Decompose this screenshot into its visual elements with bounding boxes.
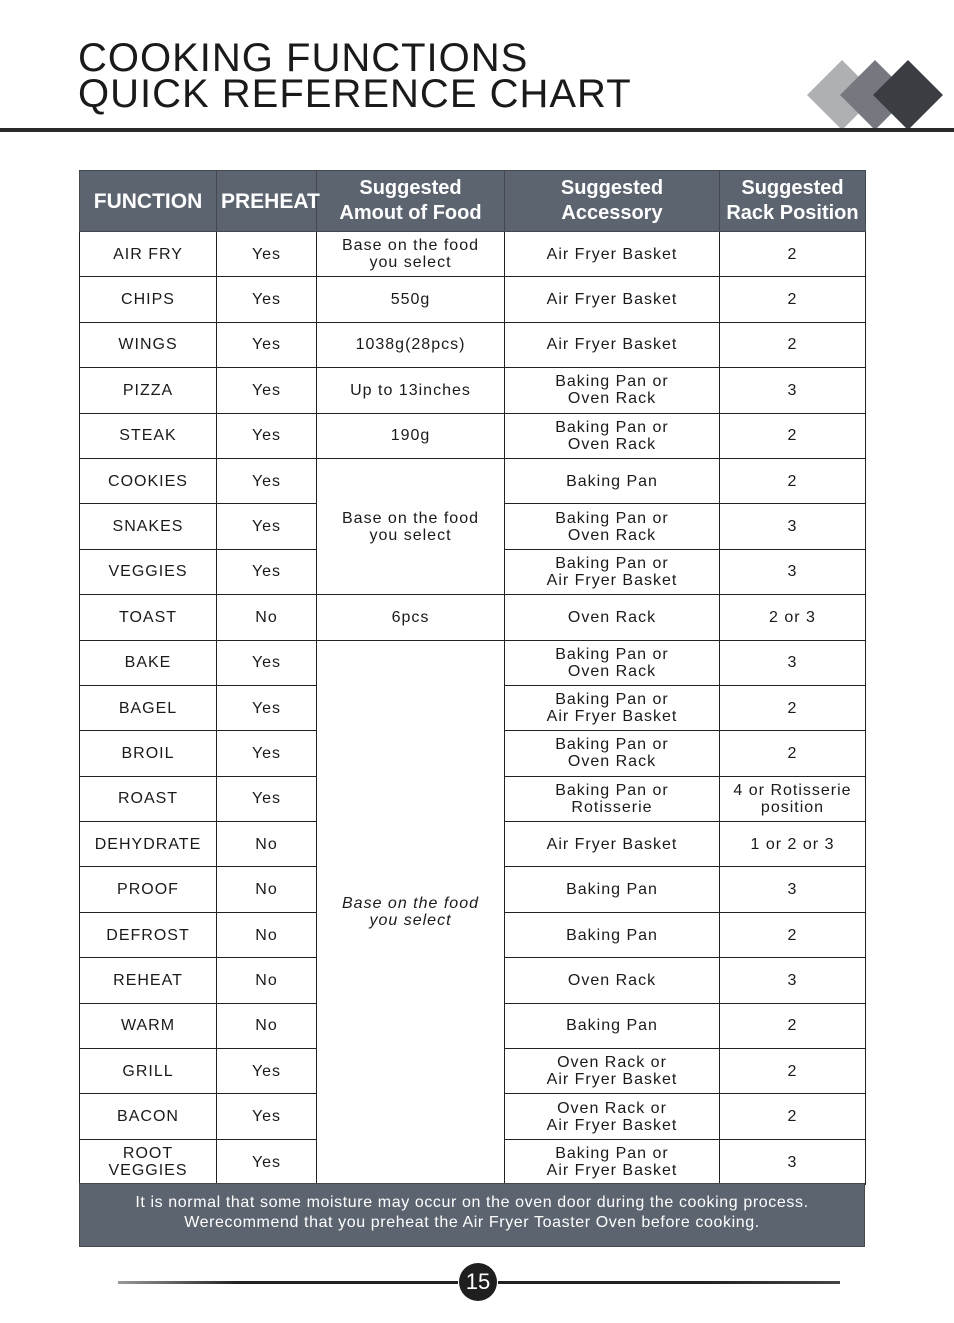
cell-amount: 550g	[317, 277, 505, 322]
cell-preheat: Yes	[217, 1049, 317, 1094]
cell-accessory: Baking Pan or Oven Rack	[505, 731, 720, 776]
cell-rack-position: 3	[720, 1139, 866, 1184]
cell-preheat: No	[217, 1003, 317, 1048]
cell-rack-position: 3	[720, 640, 866, 685]
cell-amount: Base on the food you select	[317, 458, 505, 594]
cell-accessory: Oven Rack or Air Fryer Basket	[505, 1049, 720, 1094]
cell-rack-position: 2	[720, 413, 866, 458]
cell-rack-position: 2	[720, 685, 866, 730]
cell-rack-position: 3	[720, 368, 866, 413]
cell-amount: Up to 13inches	[317, 368, 505, 413]
cell-preheat: Yes	[217, 368, 317, 413]
cell-accessory: Baking Pan or Rotisserie	[505, 776, 720, 821]
cell-function: REHEAT	[80, 958, 217, 1003]
cell-accessory: Air Fryer Basket	[505, 232, 720, 277]
reference-chart-table	[79, 170, 866, 1185]
cell-preheat: Yes	[217, 458, 317, 503]
cell-amount: 6pcs	[317, 595, 505, 640]
cell-preheat: Yes	[217, 640, 317, 685]
title-line-1: COOKING FUNCTIONS	[78, 36, 529, 80]
cell-rack-position: 2	[720, 912, 866, 957]
cell-accessory: Baking Pan	[505, 458, 720, 503]
cell-function: GRILL	[80, 1049, 217, 1094]
cell-amount: Base on the food you select	[317, 232, 505, 277]
cell-rack-position: 2	[720, 731, 866, 776]
cell-rack-position: 3	[720, 867, 866, 912]
footer-rule-left	[118, 1281, 458, 1284]
footnote-line-1: It is normal that some moisture may occur on the oven door during the cooking process.	[135, 1194, 809, 1211]
cell-function: WINGS	[80, 322, 217, 367]
cell-rack-position: 2	[720, 1003, 866, 1048]
cell-function: AIR FRY	[80, 232, 217, 277]
cell-accessory: Baking Pan or Air Fryer Basket	[505, 1139, 720, 1184]
cell-function: VEGGIES	[80, 549, 217, 594]
cell-preheat: No	[217, 822, 317, 867]
cell-preheat: Yes	[217, 549, 317, 594]
cell-rack-position: 3	[720, 504, 866, 549]
cell-rack-position: 2	[720, 232, 866, 277]
table-row	[80, 458, 866, 503]
cell-accessory: Baking Pan or Oven Rack	[505, 640, 720, 685]
header-rack: Suggested Rack Position	[720, 171, 866, 232]
cell-preheat: Yes	[217, 504, 317, 549]
header-accessory: Suggested Accessory	[505, 171, 720, 232]
cell-amount: Base on the food you select	[317, 640, 505, 1185]
cell-function: BACON	[80, 1094, 217, 1139]
cell-rack-position: 2	[720, 277, 866, 322]
cell-preheat: Yes	[217, 232, 317, 277]
cell-preheat: Yes	[217, 731, 317, 776]
page-title	[78, 36, 632, 116]
cell-rack-position: 2	[720, 1094, 866, 1139]
cell-amount: 1038g(28pcs)	[317, 322, 505, 367]
header-amount: Suggested Amout of Food	[317, 171, 505, 232]
cell-function: TOAST	[80, 595, 217, 640]
diamond-decoration-icon	[806, 58, 946, 132]
table-header-row	[80, 171, 866, 232]
table-row	[80, 277, 866, 322]
cell-function: BAKE	[80, 640, 217, 685]
cell-function: ROAST	[80, 776, 217, 821]
cell-accessory: Baking Pan	[505, 912, 720, 957]
cell-accessory: Oven Rack or Air Fryer Basket	[505, 1094, 720, 1139]
page-number: 15	[459, 1263, 497, 1301]
cell-accessory: Air Fryer Basket	[505, 322, 720, 367]
cell-preheat: No	[217, 912, 317, 957]
cell-accessory: Baking Pan or Oven Rack	[505, 504, 720, 549]
cell-accessory: Baking Pan or Oven Rack	[505, 368, 720, 413]
cell-function: PROOF	[80, 867, 217, 912]
cell-function: DEHYDRATE	[80, 822, 217, 867]
cell-preheat: Yes	[217, 277, 317, 322]
cell-rack-position: 2 or 3	[720, 595, 866, 640]
header-preheat: PREHEAT	[217, 171, 317, 232]
cell-function: STEAK	[80, 413, 217, 458]
cell-function: ROOT VEGGIES	[80, 1139, 217, 1184]
footer-rule-right	[498, 1281, 840, 1284]
cell-amount: 190g	[317, 413, 505, 458]
cell-rack-position: 3	[720, 958, 866, 1003]
cell-function: DEFROST	[80, 912, 217, 957]
header-function: FUNCTION	[80, 171, 217, 232]
table-row	[80, 368, 866, 413]
cell-accessory: Baking Pan or Air Fryer Basket	[505, 549, 720, 594]
cell-function: COOKIES	[80, 458, 217, 503]
cell-accessory: Baking Pan	[505, 1003, 720, 1048]
footnote-line-2: Werecommend that you preheat the Air Fryer Toaster Oven before cooking.	[184, 1214, 760, 1231]
table-row	[80, 232, 866, 277]
cell-function: PIZZA	[80, 368, 217, 413]
cell-preheat: No	[217, 958, 317, 1003]
cell-preheat: No	[217, 595, 317, 640]
title-divider	[0, 128, 954, 132]
cell-rack-position: 3	[720, 549, 866, 594]
cell-rack-position: 2	[720, 1049, 866, 1094]
cell-accessory: Baking Pan	[505, 867, 720, 912]
cell-function: BAGEL	[80, 685, 217, 730]
cell-accessory: Oven Rack	[505, 958, 720, 1003]
cell-rack-position: 2	[720, 322, 866, 367]
cell-preheat: Yes	[217, 776, 317, 821]
cell-preheat: Yes	[217, 322, 317, 367]
table-row	[80, 640, 866, 685]
cell-preheat: No	[217, 867, 317, 912]
cell-accessory: Air Fryer Basket	[505, 822, 720, 867]
cell-preheat: Yes	[217, 685, 317, 730]
cell-rack-position: 4 or Rotisserie position	[720, 776, 866, 821]
table-row	[80, 322, 866, 367]
footnote	[79, 1183, 865, 1247]
cell-accessory: Air Fryer Basket	[505, 277, 720, 322]
cell-preheat: Yes	[217, 413, 317, 458]
title-line-2: QUICK REFERENCE CHART	[78, 72, 632, 116]
cell-function: CHIPS	[80, 277, 217, 322]
cell-accessory: Baking Pan or Oven Rack	[505, 413, 720, 458]
table-row	[80, 413, 866, 458]
cell-preheat: Yes	[217, 1094, 317, 1139]
cell-function: WARM	[80, 1003, 217, 1048]
cell-rack-position: 2	[720, 458, 866, 503]
cell-preheat: Yes	[217, 1139, 317, 1184]
cell-function: BROIL	[80, 731, 217, 776]
cell-rack-position: 1 or 2 or 3	[720, 822, 866, 867]
cell-accessory: Baking Pan or Air Fryer Basket	[505, 685, 720, 730]
cell-function: SNAKES	[80, 504, 217, 549]
cell-accessory: Oven Rack	[505, 595, 720, 640]
table-row	[80, 595, 866, 640]
